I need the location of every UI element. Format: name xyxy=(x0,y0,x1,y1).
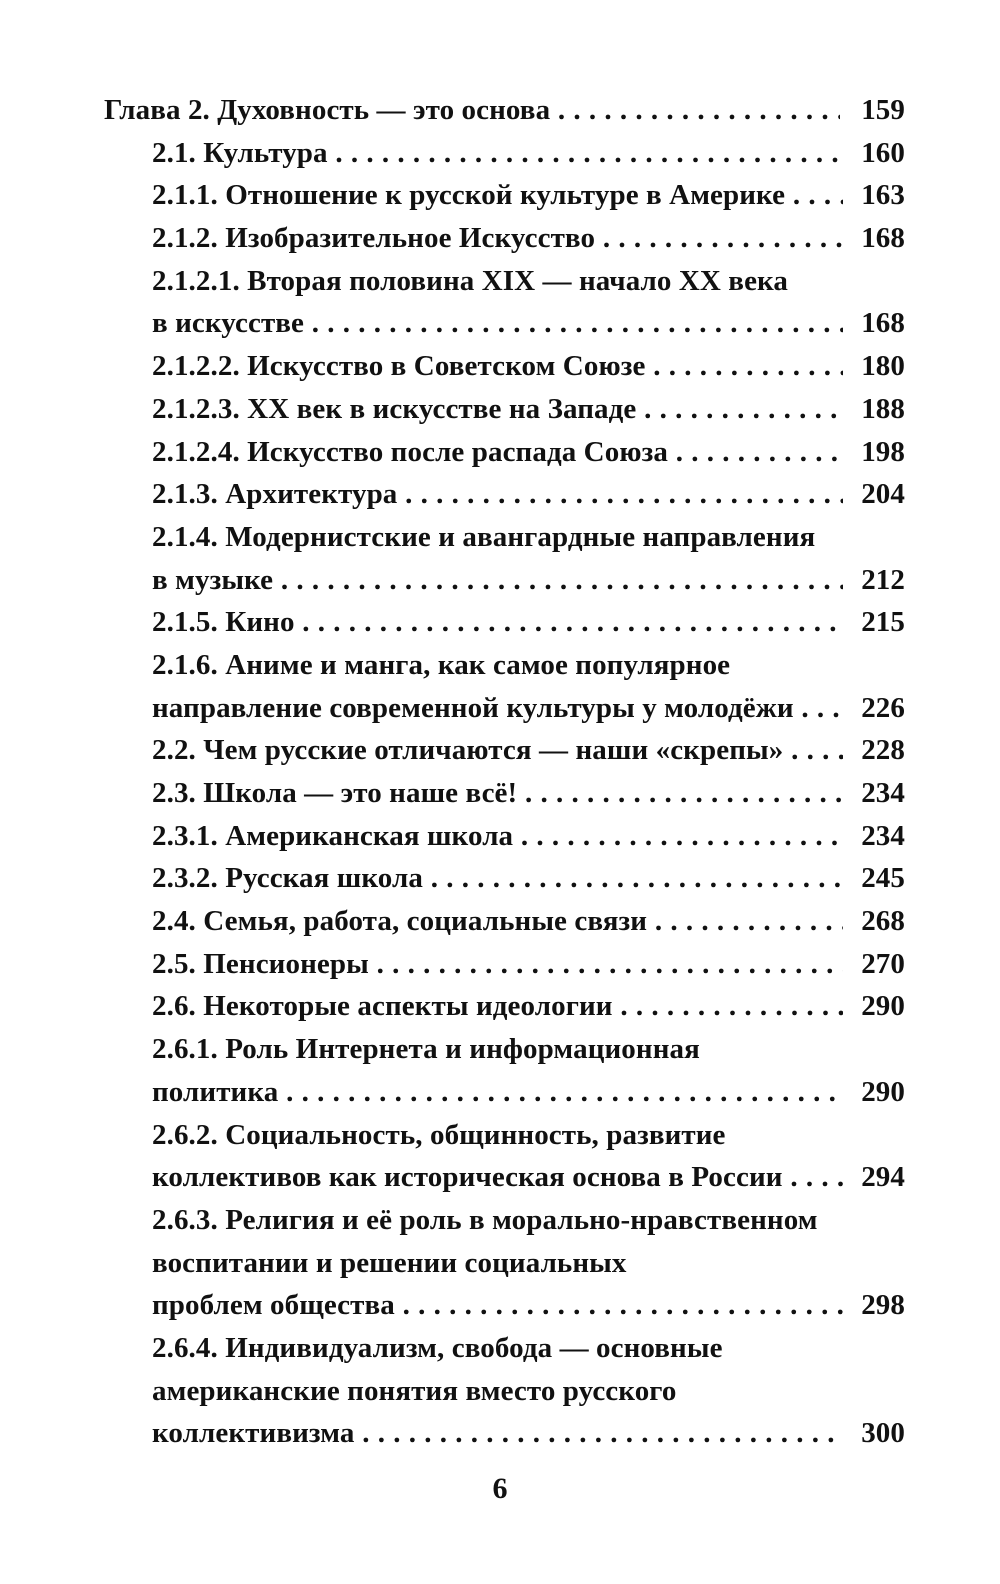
toc-entry-page: 234 xyxy=(843,772,905,815)
toc-entry xyxy=(0,345,1000,388)
toc-entry-title: 2.3.1. Американская школа . . . xyxy=(152,815,864,858)
toc-entry-title: 2.3. Школа — это наше всё! . . . xyxy=(152,772,864,815)
toc-entry-title: в музыке . . . xyxy=(152,559,864,602)
toc-entry xyxy=(0,1284,1000,1327)
toc-entry-title: американские понятия вместо русского xyxy=(152,1374,677,1407)
toc-entry-page: 300 xyxy=(843,1412,905,1455)
toc-entry-page: 198 xyxy=(843,431,905,474)
toc-entry xyxy=(0,1028,1000,1071)
toc-entry xyxy=(0,900,1000,943)
toc-entry xyxy=(0,1199,1000,1242)
toc-entry-title: 2.1. Культура . . . xyxy=(152,132,864,175)
toc-entry-title: политика . . . xyxy=(152,1071,864,1114)
toc-entry xyxy=(0,302,1000,345)
toc-entry-title: 2.1.6. Аниме и манга, как самое популярное xyxy=(152,648,731,681)
toc-entry-page: 159 xyxy=(843,89,905,132)
toc-entry-title: 2.1.4. Модернистские и авангардные направления xyxy=(152,520,816,553)
toc-entry xyxy=(0,601,1000,644)
toc-entry-title: 2.6. Некоторые аспекты идеологии . . . xyxy=(152,985,864,1028)
toc-entry-title: 2.2. Чем русские отличаются — наши «скрепы» . . . xyxy=(152,729,864,772)
toc-entry xyxy=(0,260,1000,303)
toc-entry-page: 270 xyxy=(843,943,905,986)
toc-entry-title: проблем общества . . . xyxy=(152,1284,864,1327)
toc-entry-page: 290 xyxy=(843,1071,905,1114)
toc-entry xyxy=(0,943,1000,986)
toc-entry-title: 2.1.2.3. XX век в искусстве на Западе . . . xyxy=(152,388,864,431)
toc-entry xyxy=(0,687,1000,730)
table-of-contents xyxy=(0,89,1000,1455)
toc-entry-title: направление современной культуры у молодёжи . . . xyxy=(152,687,864,730)
toc-entry xyxy=(0,89,1000,132)
toc-entry-title: 2.1.2.4. Искусство после распада Союза . . . xyxy=(152,431,864,474)
toc-entry xyxy=(0,1242,1000,1285)
toc-entry xyxy=(0,1370,1000,1413)
toc-entry-page: 204 xyxy=(843,473,905,516)
toc-entry xyxy=(0,815,1000,858)
toc-entry-page: 298 xyxy=(843,1284,905,1327)
toc-entry-page: 294 xyxy=(843,1156,905,1199)
toc-entry xyxy=(0,1412,1000,1455)
toc-entry xyxy=(0,729,1000,772)
toc-entry-page: 290 xyxy=(843,985,905,1028)
toc-entry-page: 215 xyxy=(843,601,905,644)
toc-entry-page: 212 xyxy=(843,559,905,602)
toc-entry xyxy=(0,985,1000,1028)
toc-entry-title: 2.1.2. Изобразительное Искусство . . . xyxy=(152,217,864,260)
toc-entry-page: 168 xyxy=(843,217,905,260)
toc-entry-title: 2.6.4. Индивидуализм, свобода — основные xyxy=(152,1331,723,1364)
toc-entry xyxy=(0,217,1000,260)
toc-entry-page: 245 xyxy=(843,857,905,900)
toc-entry xyxy=(0,388,1000,431)
toc-entry-page: 268 xyxy=(843,900,905,943)
toc-entry xyxy=(0,174,1000,217)
toc-entry-title: 2.1.3. Архитектура . . . xyxy=(152,473,864,516)
toc-entry-page: 226 xyxy=(843,687,905,730)
toc-entry-title: 2.1.1. Отношение к русской культуре в Америке . . . xyxy=(152,174,864,217)
toc-entry-page: 228 xyxy=(843,729,905,772)
toc-entry-title: 2.6.1. Роль Интернета и информационная xyxy=(152,1033,700,1066)
toc-entry-title: коллективизма . . . xyxy=(152,1412,864,1455)
toc-entry-title: 2.3.2. Русская школа . . . xyxy=(152,857,864,900)
toc-entry-page: 188 xyxy=(843,388,905,431)
toc-entry-title: 2.5. Пенсионеры . . . xyxy=(152,943,864,986)
toc-entry xyxy=(0,1071,1000,1114)
page-number: 6 xyxy=(492,1472,508,1505)
toc-entry xyxy=(0,1114,1000,1157)
toc-entry xyxy=(0,1156,1000,1199)
toc-entry xyxy=(0,1327,1000,1370)
toc-entry-title: в искусстве . . . xyxy=(152,302,864,345)
toc-entry-page: 234 xyxy=(843,815,905,858)
toc-entry-title: 2.1.2.1. Вторая половина XIX — начало XX века xyxy=(152,264,789,297)
toc-entry-title: 2.1.5. Кино . . . xyxy=(152,601,864,644)
toc-entry xyxy=(0,132,1000,175)
toc-entry-page: 163 xyxy=(843,174,905,217)
toc-entry-title: воспитании и решении социальных xyxy=(152,1246,627,1279)
toc-entry-page: 180 xyxy=(843,345,905,388)
toc-entry-title: 2.6.3. Религия и её роль в морально-нравственном xyxy=(152,1203,818,1236)
toc-entry xyxy=(0,644,1000,687)
toc-entry xyxy=(0,559,1000,602)
toc-entry-title: Глава 2. Духовность — это основа . . . xyxy=(104,89,840,132)
toc-entry xyxy=(0,772,1000,815)
toc-entry-title: 2.1.2.2. Искусство в Советском Союзе . . . xyxy=(152,345,864,388)
toc-entry-title: коллективов как историческая основа в России . . . xyxy=(152,1156,864,1199)
toc-entry xyxy=(0,473,1000,516)
toc-entry xyxy=(0,431,1000,474)
toc-entry-title: 2.4. Семья, работа, социальные связи . . . xyxy=(152,900,864,943)
toc-entry-page: 168 xyxy=(843,302,905,345)
toc-entry-page: 160 xyxy=(843,132,905,175)
toc-entry xyxy=(0,516,1000,559)
toc-entry xyxy=(0,857,1000,900)
toc-entry-title: 2.6.2. Социальность, общинность, развитие xyxy=(152,1118,726,1151)
